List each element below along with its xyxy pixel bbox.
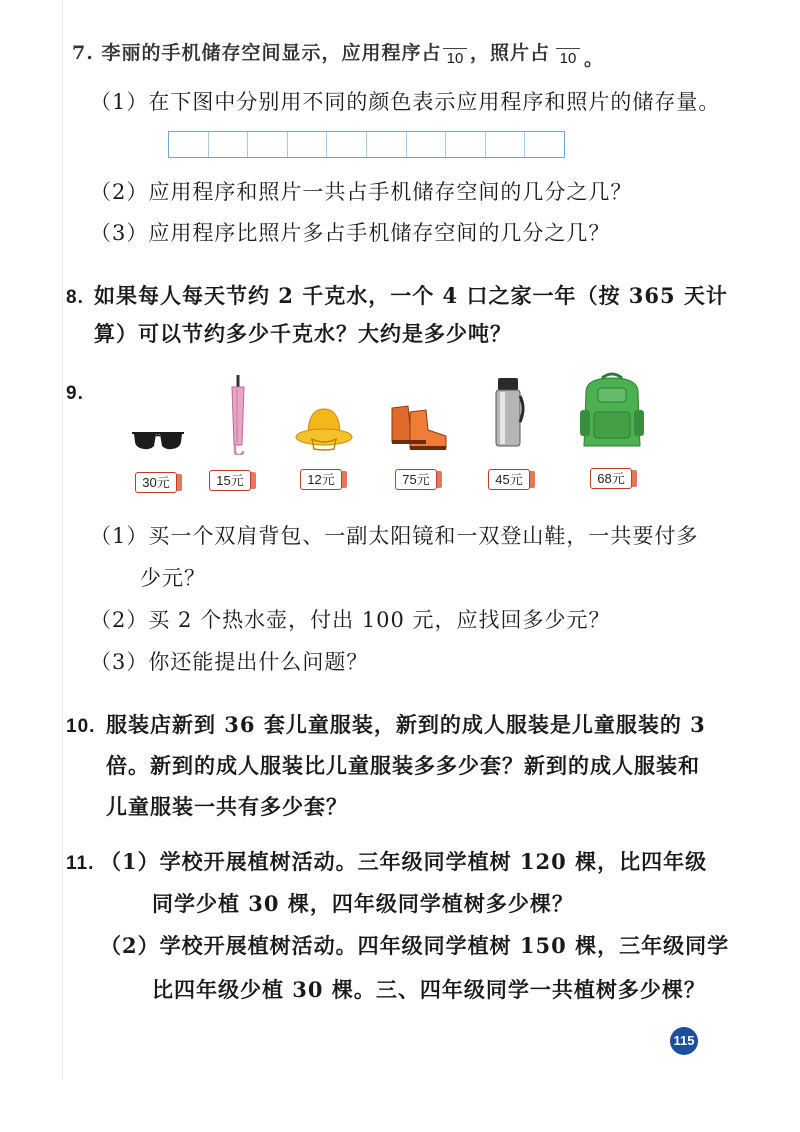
price-tag: 15元 bbox=[209, 470, 251, 491]
q10-line1: 服装店新到 36 套儿童服装，新到的成人服装是儿童服装的 3 bbox=[106, 712, 706, 737]
q11-sub1-line1: （1）学校开展植树活动。三年级同学植树 120 棵，比四年级 bbox=[100, 849, 708, 874]
q7-sub2: （2）应用程序和照片一共占手机储存空间的几分之几？ bbox=[90, 180, 633, 204]
storage-bar-cell[interactable] bbox=[367, 132, 407, 157]
sun-hat-icon bbox=[294, 405, 354, 453]
q7-mid-text: ，照片占 bbox=[470, 42, 551, 64]
q10-line3: 儿童服装一共有多少套？ bbox=[106, 794, 348, 819]
hiking-boots-icon bbox=[388, 402, 450, 452]
storage-bar-cell[interactable] bbox=[486, 132, 526, 157]
page-number: 115 bbox=[670, 1027, 698, 1055]
price-tag: 75元 bbox=[395, 469, 437, 490]
q7-sub3: （3）应用程序比照片多占手机储存空间的几分之几？ bbox=[90, 221, 611, 245]
q11-sub1-line2: 同学少植 30 棵，四年级同学植树多少棵？ bbox=[152, 891, 574, 916]
umbrella-item bbox=[222, 375, 252, 459]
backpack-icon bbox=[576, 370, 648, 450]
q7-sub1: （1）在下图中分别用不同的颜色表示应用程序和照片的储存量。 bbox=[90, 90, 721, 114]
q11-sub2-line1: （2）学校开展植树活动。四年级同学植树 150 棵，三年级同学 bbox=[100, 933, 730, 958]
price-tag: 45元 bbox=[488, 469, 530, 490]
q7-frac1-bar bbox=[443, 48, 467, 49]
q7-frac1-denominator: 10 bbox=[446, 50, 464, 67]
q8-number: 8. bbox=[66, 287, 84, 308]
q9-sub2: （2）买 2 个热水壶，付出 100 元，应找回多少元？ bbox=[90, 608, 611, 632]
storage-bar-cell[interactable] bbox=[446, 132, 486, 157]
q7-intro-mid bbox=[470, 38, 550, 65]
q7-intro bbox=[72, 38, 441, 65]
storage-bar[interactable] bbox=[168, 131, 565, 158]
q7-intro-text: 7. 李丽的手机储存空间显示，应用程序占 bbox=[72, 42, 442, 64]
storage-bar-cell[interactable] bbox=[288, 132, 328, 157]
q7-frac2-bar bbox=[556, 48, 580, 49]
hiking-boots-item bbox=[388, 402, 450, 456]
q7-end-text: 。 bbox=[584, 48, 605, 70]
storage-bar-cell[interactable] bbox=[169, 132, 209, 157]
price-tag: 12元 bbox=[300, 469, 342, 490]
q7-fraction-photos bbox=[556, 38, 580, 67]
q7-frac1-numerator bbox=[443, 38, 467, 48]
q7-frac2-denominator: 10 bbox=[559, 50, 577, 67]
sun-hat-item bbox=[294, 405, 354, 457]
q10-number: 10. bbox=[66, 716, 96, 737]
q11-number: 11. bbox=[66, 853, 95, 874]
price-tag: 68元 bbox=[590, 468, 632, 489]
storage-bar-cell[interactable] bbox=[209, 132, 249, 157]
storage-bar-cell[interactable] bbox=[525, 132, 564, 157]
q11-sub2-line2: 比四年级少植 30 棵。三、四年级同学一共植树多少棵？ bbox=[152, 977, 706, 1002]
thermos-icon bbox=[490, 378, 526, 448]
storage-bar-cell[interactable] bbox=[407, 132, 447, 157]
q7-frac2-numerator bbox=[556, 38, 580, 48]
storage-bar-cell[interactable] bbox=[248, 132, 288, 157]
page-binding-line bbox=[62, 0, 63, 1080]
q8-line1: 如果每人每天节约 2 千克水，一个 4 口之家一年（按 365 天计 bbox=[94, 283, 728, 308]
q7-fraction-apps bbox=[443, 38, 467, 67]
storage-bar-cell[interactable] bbox=[327, 132, 367, 157]
q7-intro-end bbox=[584, 44, 604, 71]
q9-sub3: （3）你还能提出什么问题？ bbox=[90, 650, 369, 674]
price-tag: 30元 bbox=[135, 472, 177, 493]
backpack-item bbox=[576, 370, 648, 454]
sunglasses-item bbox=[132, 428, 184, 456]
q9-sub1-line1: （1）买一个双肩背包、一副太阳镜和一双登山鞋，一共要付多 bbox=[90, 524, 699, 548]
q9-sub1-line2: 少元？ bbox=[140, 566, 206, 590]
q8-line2: 算）可以节约多少千克水？大约是多少吨？ bbox=[94, 321, 512, 346]
thermos-item bbox=[490, 378, 526, 452]
umbrella-icon bbox=[222, 375, 252, 455]
q10-line2: 倍。新到的成人服装比儿童服装多多少套？新到的成人服装和 bbox=[106, 753, 700, 778]
q9-number: 9. bbox=[66, 383, 84, 404]
sunglasses-icon bbox=[132, 428, 184, 452]
